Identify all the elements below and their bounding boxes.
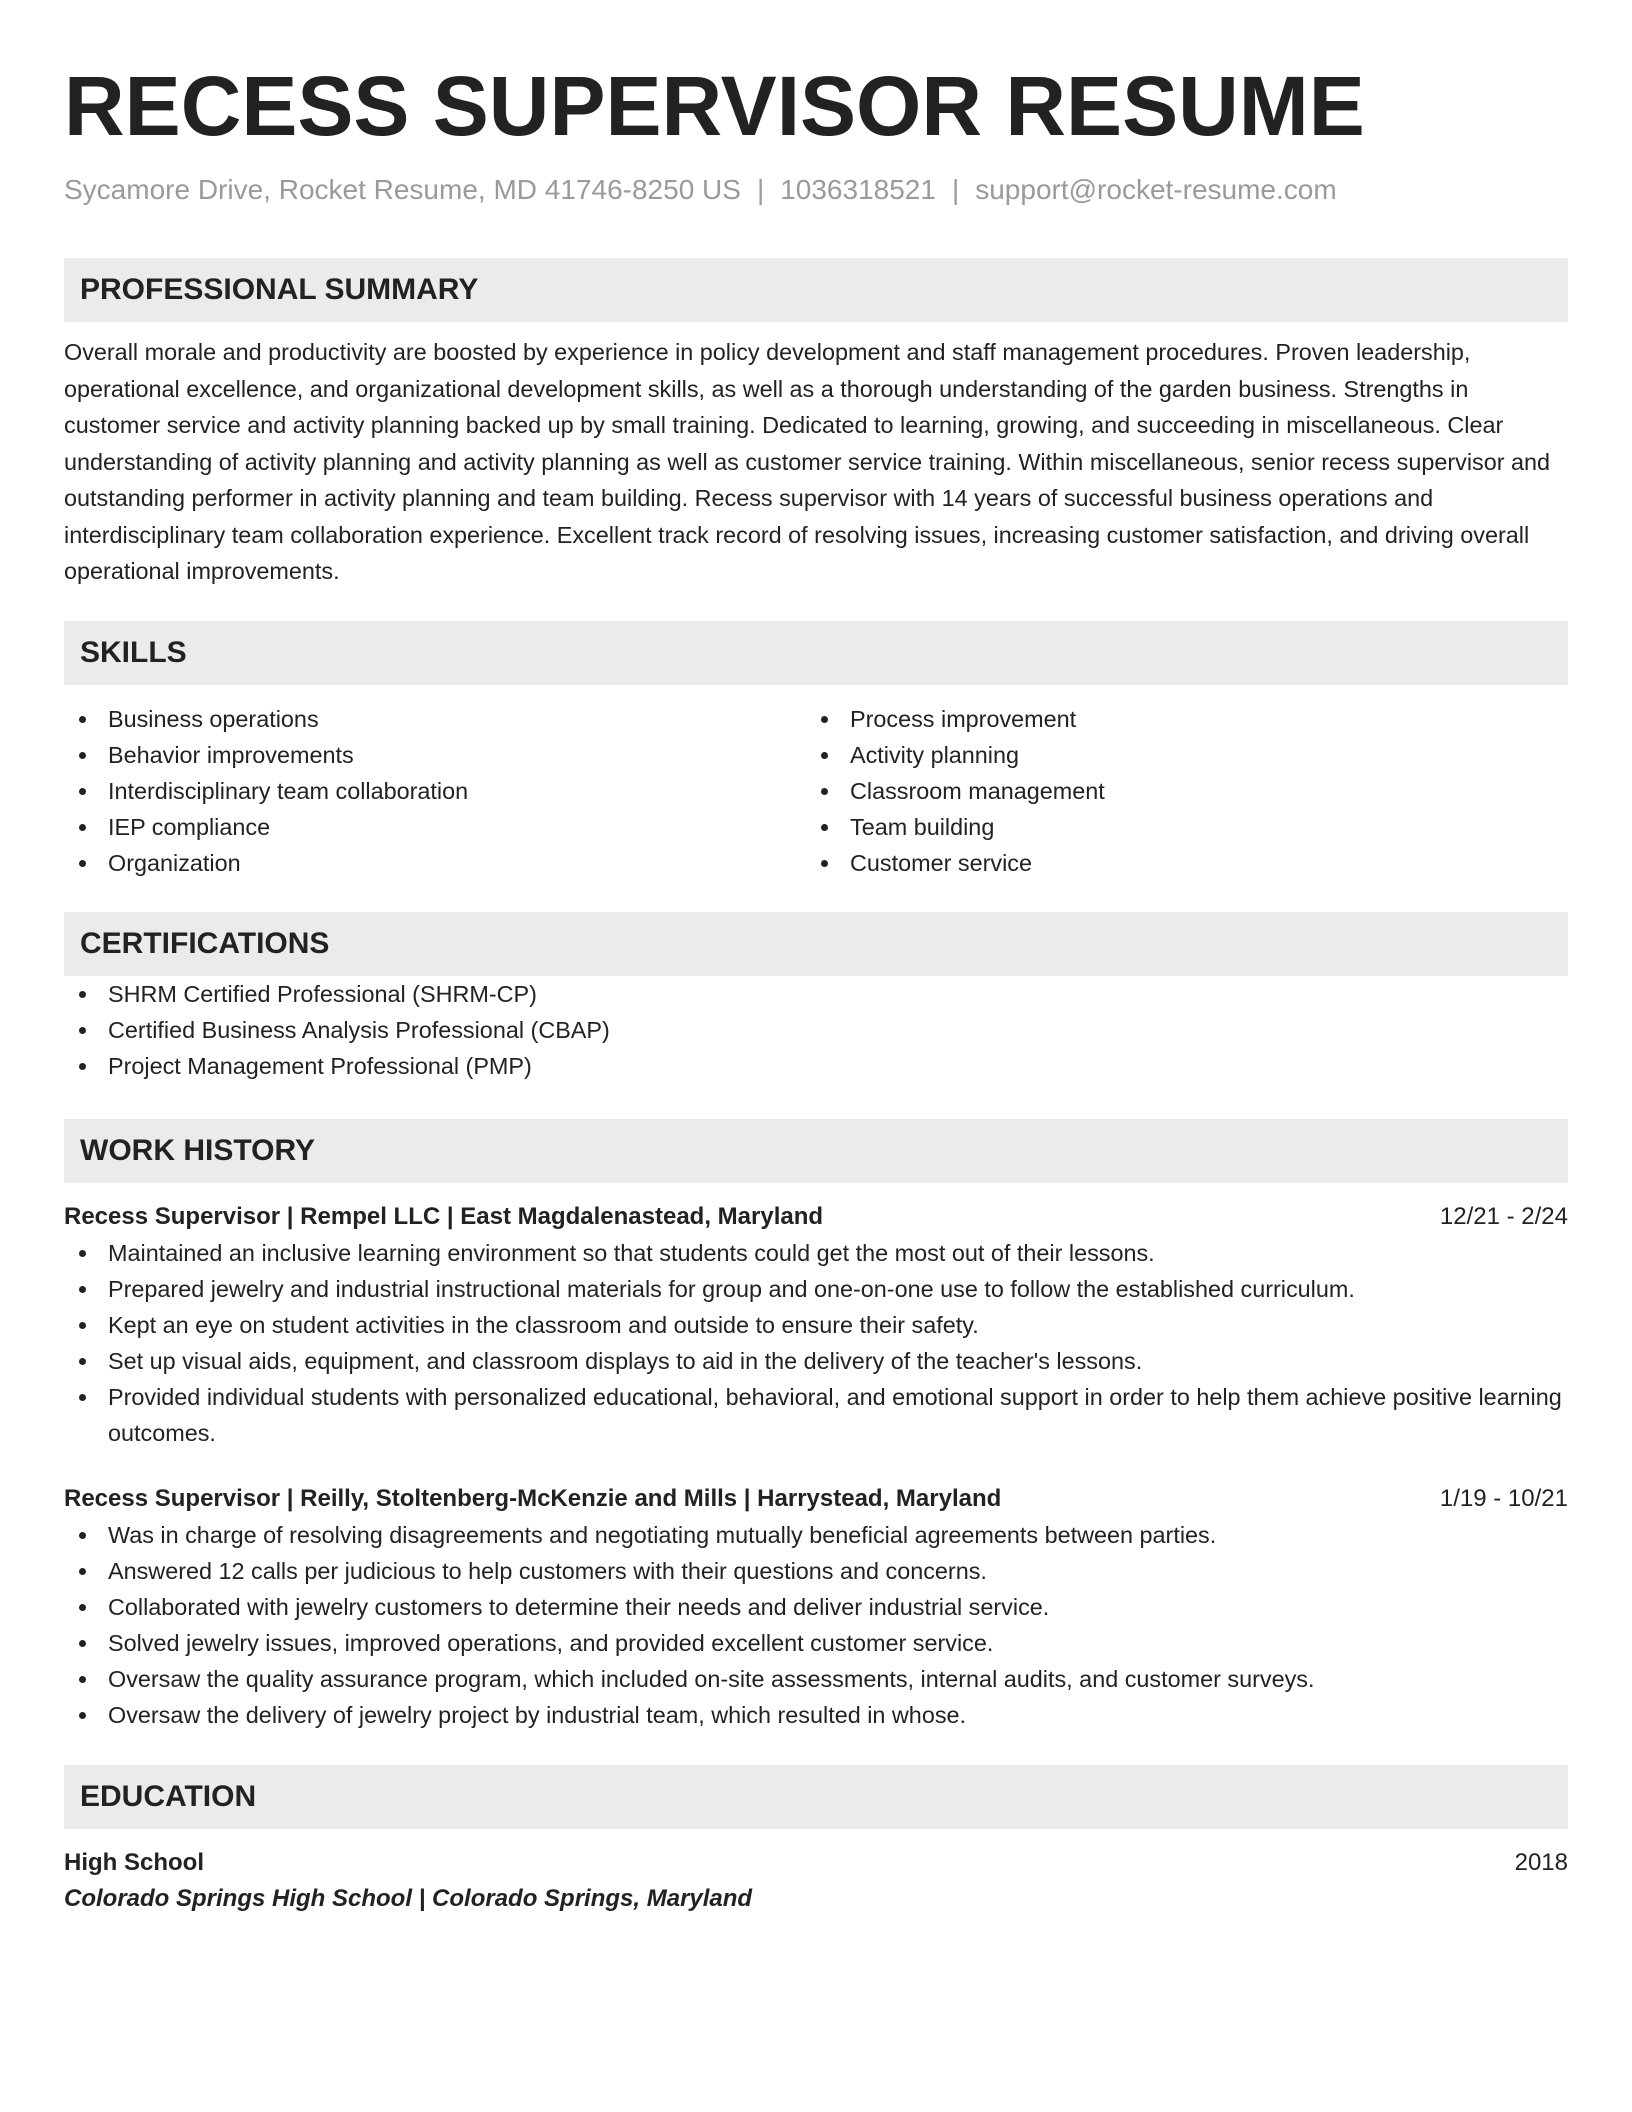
- skill-item: Behavior improvements: [64, 737, 806, 773]
- skill-item: Customer service: [806, 845, 1548, 881]
- skill-item: Organization: [64, 845, 806, 881]
- job-header: [64, 1199, 1568, 1235]
- certification-item: Project Management Professional (PMP): [64, 1048, 1568, 1084]
- summary-text: Overall morale and productivity are boosted by experience in policy development and staff management procedures. Proven leadership, operational excellence, and organizational development skills, as well as a thorough understanding of the garden business. Strengths in customer service and activity planning backed up by small training. Dedicated to learning, growing, and succeeding in miscellaneous. Clear understanding of activity planning and activity planning as well as customer service training. Within miscellaneous, senior recess supervisor and outstanding performer in activity planning and team building. Recess supervisor with 14 years of successful business operations and interdisciplinary team collaboration experience. Excellent track record of resolving issues, increasing customer satisfaction, and driving overall operational improvements.: [64, 339, 1551, 584]
- skills-column-left: [64, 701, 806, 881]
- certification-item: SHRM Certified Professional (SHRM-CP): [64, 976, 1568, 1012]
- education-year: 2018: [1514, 1848, 1568, 1876]
- job-bullet: Oversaw the quality assurance program, which included on-site assessments, internal audits, and customer surveys.: [64, 1661, 1568, 1697]
- section-header-summary: [64, 258, 1568, 322]
- job-title: Recess Supervisor | Rempel LLC | East Magdalenastead, Maryland: [64, 1202, 824, 1230]
- skill-item: IEP compliance: [64, 809, 806, 845]
- contact-phone: 1036318521: [780, 174, 936, 205]
- job-entry: [64, 1481, 1568, 1733]
- job-bullet: Prepared jewelry and industrial instructional materials for group and one-on-one use to follow the established curriculum.: [64, 1271, 1568, 1307]
- skill-item: Activity planning: [806, 737, 1548, 773]
- job-bullet: Oversaw the delivery of jewelry project by industrial team, which resulted in whose.: [64, 1697, 1568, 1733]
- skill-item: Business operations: [64, 701, 806, 737]
- job-entry: [64, 1199, 1568, 1451]
- certification-item: Certified Business Analysis Professional (CBAP): [64, 1012, 1568, 1048]
- contact-separator: |: [951, 174, 960, 205]
- skill-item: Team building: [806, 809, 1548, 845]
- job-bullet: Set up visual aids, equipment, and classroom displays to aid in the delivery of the teacher's lessons.: [64, 1343, 1568, 1379]
- section-header-certifications: [64, 912, 1568, 976]
- job-dates: 1/19 - 10/21: [1439, 1484, 1568, 1512]
- section-title: EDUCATION: [80, 1779, 257, 1813]
- skills-grid: [64, 701, 1568, 881]
- job-bullet: Kept an eye on student activities in the classroom and outside to ensure their safety.: [64, 1307, 1568, 1343]
- section-header-skills: [64, 621, 1568, 685]
- contact-line: [64, 172, 1568, 208]
- contact-email: support@rocket-resume.com: [975, 174, 1337, 205]
- job-bullet: Provided individual students with personalized educational, behavioral, and emotional support in order to help them achieve positive learning outcomes.: [64, 1379, 1568, 1451]
- job-bullet: Collaborated with jewelry customers to determine their needs and deliver industrial service.: [64, 1589, 1568, 1625]
- skill-item: Interdisciplinary team collaboration: [64, 773, 806, 809]
- skills-column-right: [806, 701, 1548, 881]
- section-title: WORK HISTORY: [80, 1133, 316, 1167]
- job-bullet: Answered 12 calls per judicious to help customers with their questions and concerns.: [64, 1553, 1568, 1589]
- job-bullets: [64, 1235, 1568, 1451]
- education-school: Colorado Springs High School | Colorado Springs, Maryland: [64, 1884, 753, 1912]
- skill-item: Process improvement: [806, 701, 1548, 737]
- section-header-work-history: [64, 1119, 1568, 1183]
- job-bullets: [64, 1517, 1568, 1733]
- job-bullet: Maintained an inclusive learning environment so that students could get the most out of their lessons.: [64, 1235, 1568, 1271]
- skills-list-right: [806, 701, 1548, 881]
- skills-list-left: [64, 701, 806, 881]
- job-title: Recess Supervisor | Reilly, Stoltenberg-McKenzie and Mills | Harrystead, Maryland: [64, 1484, 1002, 1512]
- job-header: [64, 1481, 1568, 1517]
- section-title: SKILLS: [80, 635, 187, 669]
- certifications-list: [64, 976, 1568, 1084]
- contact-address: Sycamore Drive, Rocket Resume, MD 41746-8250 US: [64, 174, 741, 205]
- section-header-education: [64, 1765, 1568, 1829]
- contact-separator: |: [756, 174, 765, 205]
- section-title: PROFESSIONAL SUMMARY: [80, 273, 479, 306]
- education-header: [64, 1845, 1568, 1881]
- section-title: CERTIFICATIONS: [80, 926, 330, 960]
- job-dates: 12/21 - 2/24: [1439, 1202, 1568, 1230]
- job-bullet: Solved jewelry issues, improved operations, and provided excellent customer service.: [64, 1625, 1568, 1661]
- resume-title: RECESS SUPERVISOR RESUME: [64, 59, 1365, 153]
- education-degree: High School: [64, 1848, 204, 1876]
- skill-item: Classroom management: [806, 773, 1548, 809]
- job-bullet: Was in charge of resolving disagreements and negotiating mutually beneficial agreements between parties.: [64, 1517, 1568, 1553]
